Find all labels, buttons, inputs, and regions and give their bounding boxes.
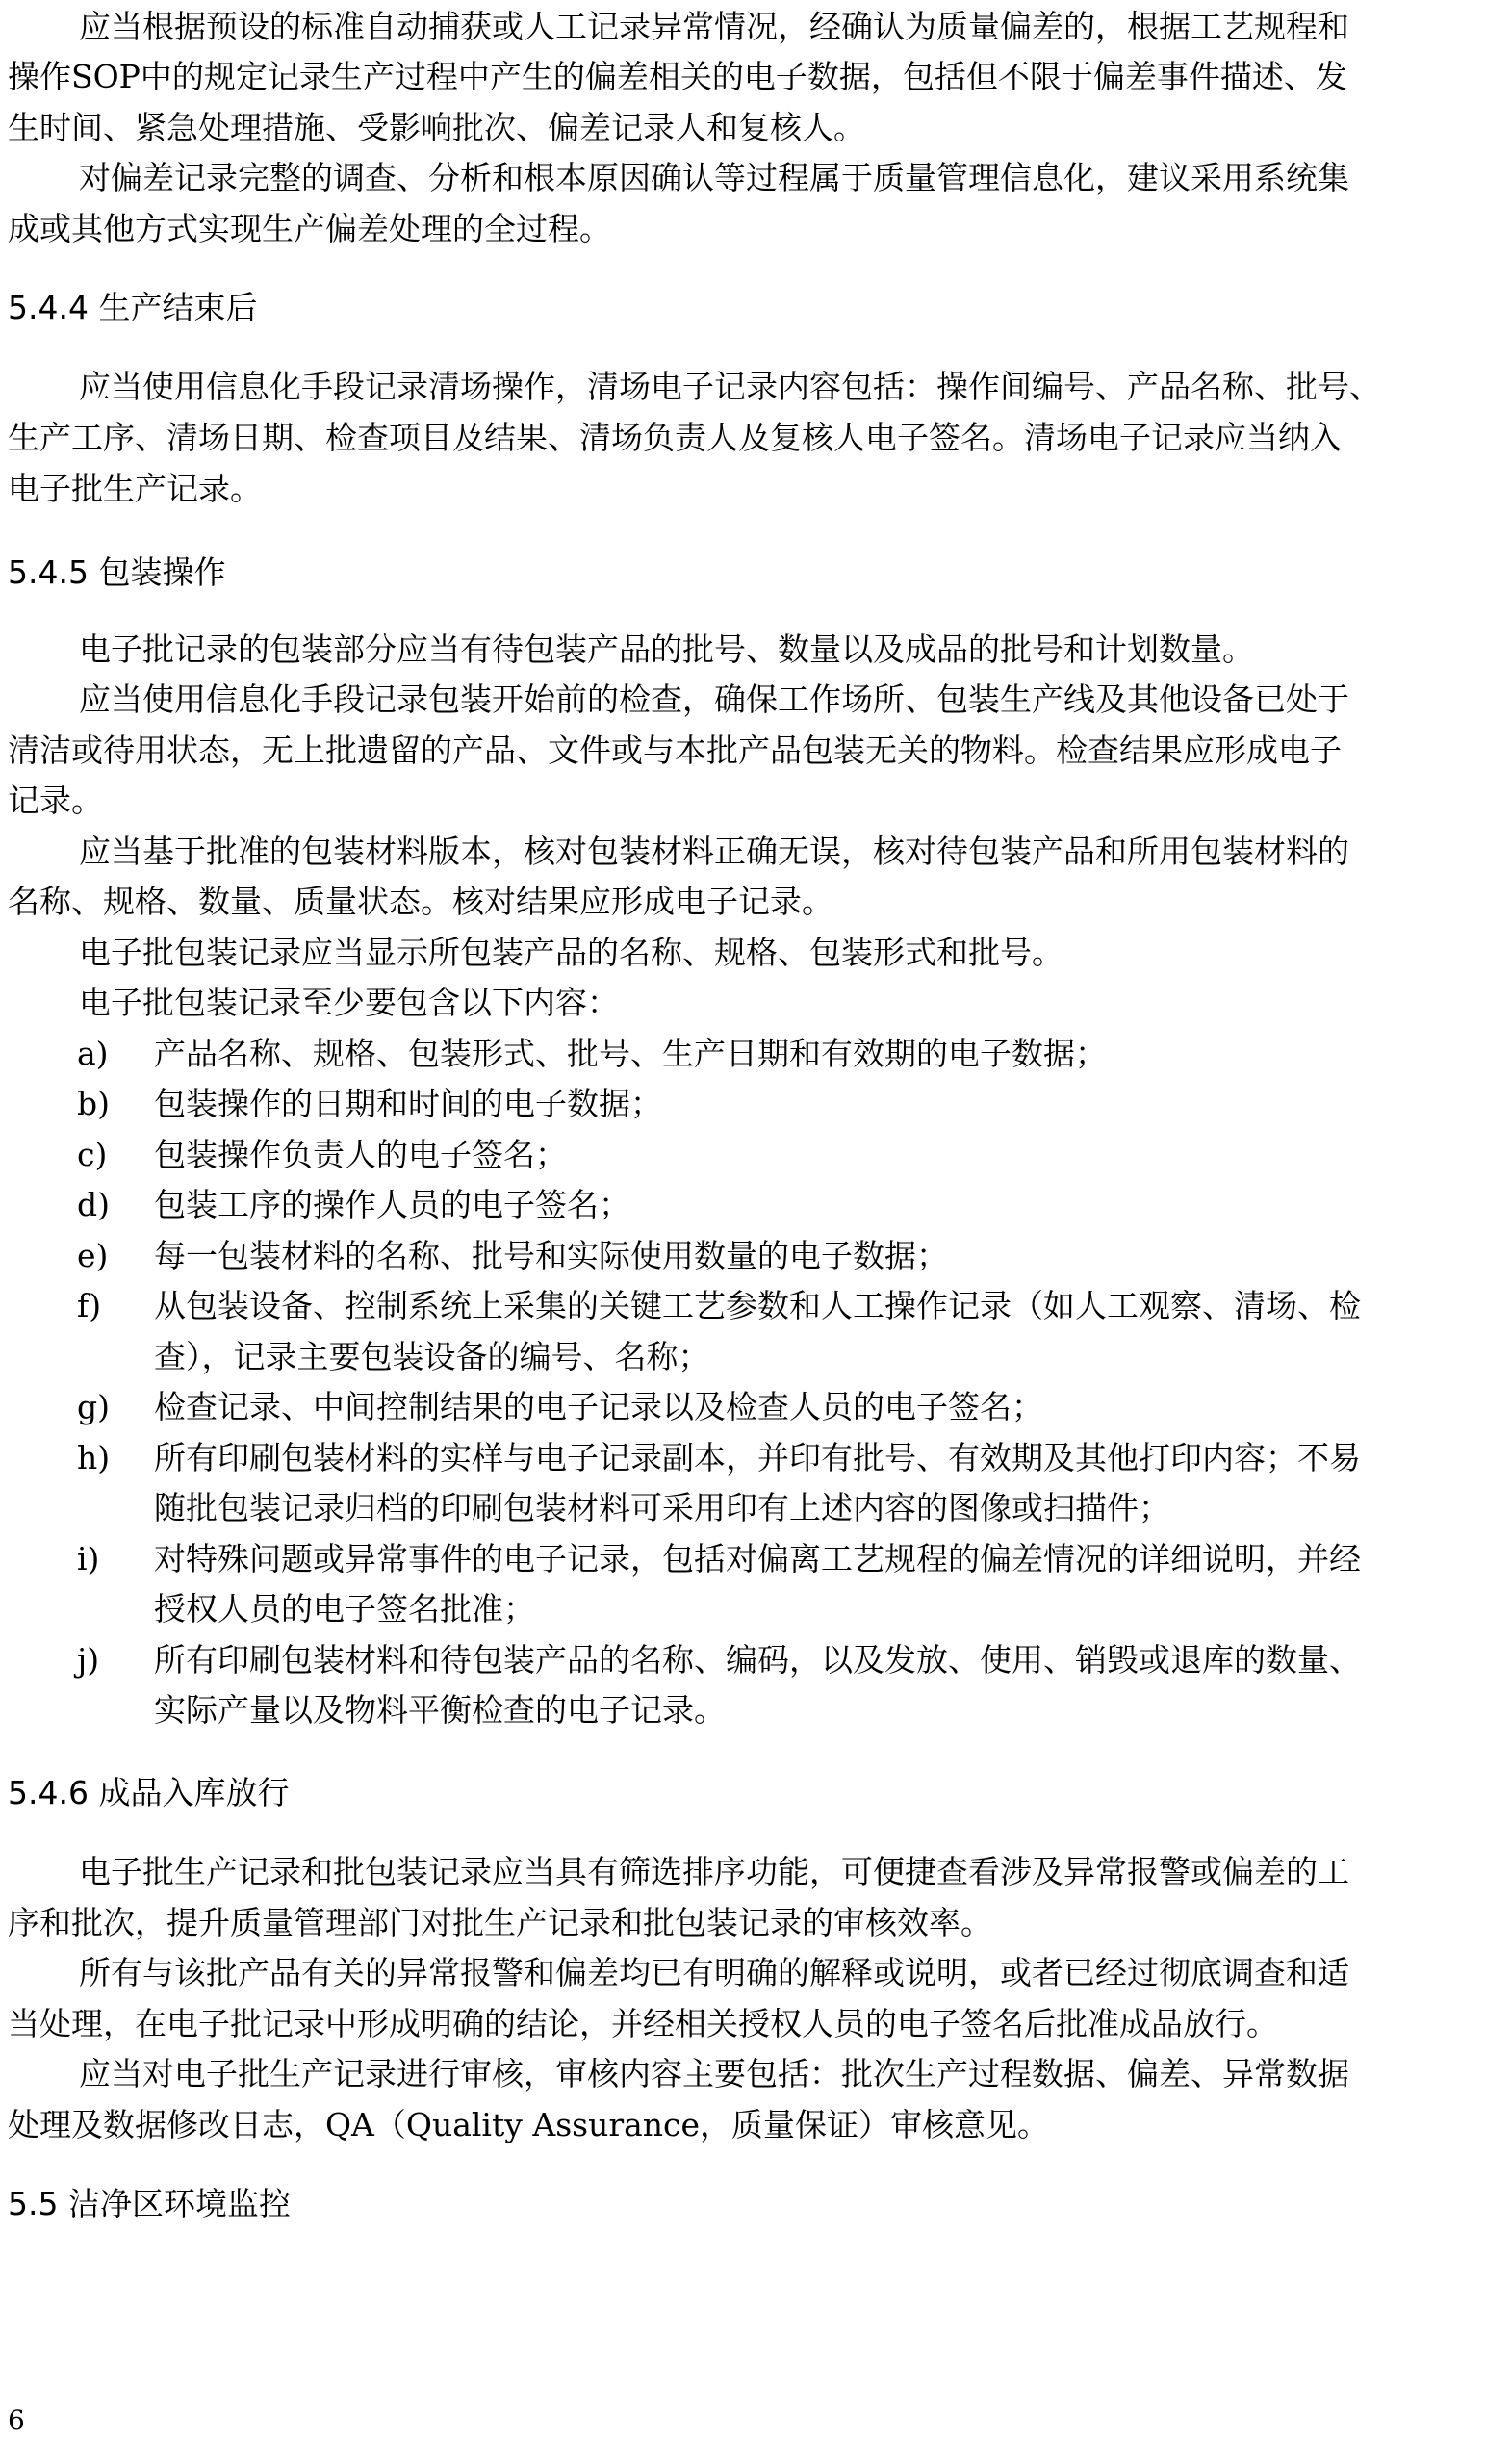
list-text-continuation: 随批包装记录归档的印刷包装材料可采用印有上述内容的图像或扫描件； xyxy=(154,1489,1170,1527)
list-marker: g) xyxy=(77,1388,110,1425)
list-text: 对特殊问题或异常事件的电子记录，包括对偏离工艺规程的偏差情况的详细说明，并经 xyxy=(154,1540,1361,1578)
list-item xyxy=(8,1439,1505,1477)
s544-line-1: 应当使用信息化手段记录清场操作，清场电子记录内容包括：操作间编号、产品名称、批号、 xyxy=(79,368,1381,405)
list-marker: d) xyxy=(77,1186,110,1223)
list-text: 检查记录、中间控制结果的电子记录以及检查人员的电子签名； xyxy=(154,1388,1043,1425)
list-text-continuation: 实际产量以及物料平衡检查的电子记录。 xyxy=(154,1691,726,1729)
list-item xyxy=(8,1641,1505,1680)
section-heading-5-4-4: 5.4.4 生产结束后 xyxy=(8,289,258,326)
s546-p3-line-2: 处理及数据修改日志，QA（Quality Assurance，质量保证）审核意见。 xyxy=(8,2106,1050,2143)
intro-line-3: 生时间、紧急处理措施、受影响批次、偏差记录人和复核人。 xyxy=(8,109,865,146)
s546-p3-line-1: 应当对电子批生产记录进行审核，审核内容主要包括：批次生产过程数据、偏差、异常数据 xyxy=(79,2055,1349,2092)
s545-p1: 电子批记录的包装部分应当有待包装产品的批号、数量以及成品的批号和计划数量。 xyxy=(79,630,1254,668)
s545-p4: 电子批包装记录应当显示所包装产品的名称、规格、包装形式和批号。 xyxy=(79,934,1063,971)
s546-p1-line-2: 序和批次，提升质量管理部门对批生产记录和批包装记录的审核效率。 xyxy=(8,1904,992,1941)
section-heading-5-4-6: 5.4.6 成品入库放行 xyxy=(8,1774,290,1811)
list-text: 每一包装材料的名称、批号和实际使用数量的电子数据； xyxy=(154,1237,948,1274)
s546-p2-line-2: 当处理，在电子批记录中形成明确的结论，并经相关授权人员的电子签名后批准成品放行。 xyxy=(8,2005,1278,2042)
s545-p2-line-3: 记录。 xyxy=(8,782,103,819)
list-item xyxy=(8,1085,1505,1123)
list-text-continuation: 查），记录主要包装设备的编号、名称； xyxy=(154,1338,710,1375)
page-number: 6 xyxy=(8,2404,25,2436)
list-text: 所有印刷包装材料的实样与电子记录副本，并印有批号、有效期及其他打印内容；不易 xyxy=(154,1439,1361,1476)
list-item xyxy=(8,1136,1505,1174)
list-text: 包装工序的操作人员的电子签名； xyxy=(154,1186,630,1223)
list-marker: i) xyxy=(77,1540,100,1578)
list-marker: j) xyxy=(77,1641,100,1679)
list-text: 所有印刷包装材料和待包装产品的名称、编码，以及发放、使用、销毁或退库的数量、 xyxy=(154,1641,1361,1679)
s544-line-2: 生产工序、清场日期、检查项目及结果、清场负责人及复核人电子签名。清场电子记录应当纳入 xyxy=(8,419,1342,456)
s545-p3-line-2: 名称、规格、数量、质量状态。核对结果应形成电子记录。 xyxy=(8,883,833,920)
list-text-continuation: 授权人员的电子签名批准； xyxy=(154,1590,535,1628)
list-item xyxy=(8,1186,1505,1224)
section-heading-5-5: 5.5 洁净区环境监控 xyxy=(8,2185,291,2222)
s546-p2-line-1: 所有与该批产品有关的异常报警和偏差均已有明确的解释或说明，或者已经过彻底调查和适 xyxy=(79,1954,1349,1991)
list-marker: a) xyxy=(77,1035,109,1072)
s545-p5: 电子批包装记录至少要包含以下内容： xyxy=(79,984,619,1021)
list-text: 包装操作的日期和时间的电子数据； xyxy=(154,1085,662,1122)
list-item xyxy=(8,1287,1505,1325)
list-marker: c) xyxy=(77,1136,108,1173)
list-text: 产品名称、规格、包装形式、批号、生产日期和有效期的电子数据； xyxy=(154,1035,1107,1072)
list-marker: h) xyxy=(77,1439,111,1476)
list-item xyxy=(8,1388,1505,1426)
s545-p3-line-1: 应当基于批准的包装材料版本，核对包装材料正确无误，核对待包装产品和所用包装材料的 xyxy=(79,833,1349,870)
list-marker: b) xyxy=(77,1085,110,1122)
list-item xyxy=(8,1237,1505,1275)
list-item xyxy=(8,1035,1505,1073)
s545-p2-line-2: 清洁或待用状态，无上批遗留的产品、文件或与本批产品包装无关的物料。检查结果应形成电子 xyxy=(8,732,1342,769)
intro-line-5: 成或其他方式实现生产偏差处理的全过程。 xyxy=(8,210,611,247)
list-text: 包装操作负责人的电子签名； xyxy=(154,1136,567,1173)
s546-p1-line-1: 电子批生产记录和批包装记录应当具有筛选排序功能，可便捷查看涉及异常报警或偏差的工 xyxy=(79,1853,1349,1890)
intro-line-2: 操作SOP中的规定记录生产过程中产生的偏差相关的电子数据，包括但不限于偏差事件描述、发 xyxy=(8,58,1347,95)
list-marker: e) xyxy=(77,1237,109,1274)
list-text: 从包装设备、控制系统上采集的关键工艺参数和人工操作记录（如人工观察、清场、检 xyxy=(154,1287,1361,1324)
intro-line-1: 应当根据预设的标准自动捕获或人工记录异常情况，经确认为质量偏差的，根据工艺规程和 xyxy=(79,8,1349,45)
list-marker: f) xyxy=(77,1287,102,1324)
intro-line-4: 对偏差记录完整的调查、分析和根本原因确认等过程属于质量管理信息化，建议采用系统集 xyxy=(79,159,1349,196)
s544-line-3: 电子批生产记录。 xyxy=(8,470,262,507)
list-item xyxy=(8,1540,1505,1578)
s545-p2-line-1: 应当使用信息化手段记录包装开始前的检查，确保工作场所、包装生产线及其他设备已处于 xyxy=(79,680,1349,718)
section-heading-5-4-5: 5.4.5 包装操作 xyxy=(8,553,226,591)
